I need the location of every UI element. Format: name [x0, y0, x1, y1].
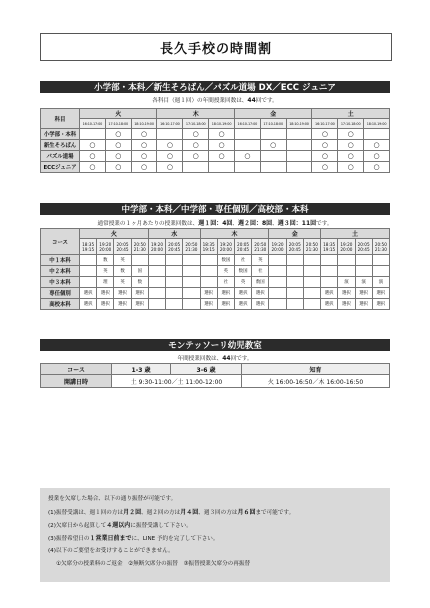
schedule-cell — [286, 140, 312, 151]
time-end: 20:45 — [237, 246, 250, 252]
schedule-cell: ○ — [157, 140, 183, 151]
note-part: 通常授業の１ヶ月あたりの授業回数は、 — [97, 221, 199, 227]
time-slot: 17:10-18:00 — [105, 119, 131, 129]
time-end: 20:00 — [219, 246, 232, 252]
course-name: 中３本科 — [41, 277, 80, 288]
schedule-cell — [200, 266, 217, 277]
schedule-cell: 選択 — [355, 288, 372, 299]
schedule-cell — [131, 255, 148, 266]
time-slot: 16:10-17:00 — [80, 119, 106, 129]
schedule-cell — [80, 277, 97, 288]
schedule-cell: ○ — [105, 129, 131, 140]
time-end: 19:15 — [82, 246, 95, 252]
schedule-cell: 選択 — [97, 299, 114, 310]
schedule-cell — [260, 129, 286, 140]
day-header: 土 — [321, 229, 390, 239]
time-slot — [269, 239, 286, 255]
time-end: 20:45 — [357, 246, 370, 252]
policy-part: １営業日前まで — [89, 535, 132, 542]
schedule-cell — [166, 266, 183, 277]
schedule-cell — [338, 255, 355, 266]
schedule-cell — [234, 129, 260, 140]
day-header: 火 — [80, 229, 149, 239]
schedule-cell: ○ — [80, 151, 106, 162]
schedule-cell — [286, 255, 303, 266]
note-part: です。 — [316, 221, 333, 227]
schedule-cell — [166, 299, 183, 310]
time-end: 19:15 — [323, 246, 336, 252]
subject-name: パズル道場 — [41, 151, 80, 162]
schedule-cell: ○ — [312, 162, 338, 173]
schedule-cell: 選択 — [200, 299, 217, 310]
schedule-cell: 数 — [131, 277, 148, 288]
time-slot — [97, 239, 114, 255]
time-start: 20:50 — [305, 241, 318, 247]
subject-header: 科目 — [41, 109, 80, 129]
policy-line-5: ①欠席分の授業料のご返金 ②無断欠席分の振替 ③振替授業欠席分の再振替 — [56, 561, 251, 567]
schedule-cell — [183, 288, 200, 299]
schedule-cell — [183, 266, 200, 277]
page-title: 長久手校の時間割 — [40, 33, 392, 61]
schedule-cell: ○ — [364, 151, 390, 162]
schedule-cell — [286, 288, 303, 299]
time-start: 20:05 — [357, 241, 370, 247]
time-slot — [114, 239, 131, 255]
course-name: 高校本科 — [41, 299, 80, 310]
time-slot — [372, 239, 389, 255]
schedule-cell — [200, 277, 217, 288]
time-slot — [234, 239, 251, 255]
schedule-cell: 選択 — [338, 299, 355, 310]
schedule-cell — [286, 162, 312, 173]
schedule-cell: ○ — [260, 140, 286, 151]
schedule-cell — [269, 255, 286, 266]
time-start: 18:35 — [202, 241, 215, 247]
schedule-cell — [183, 255, 200, 266]
age-3-6-header: 3-6 歳 — [171, 364, 242, 375]
schedule-cell — [303, 255, 320, 266]
policy-part: 月６回 — [237, 509, 256, 516]
schedule-cell: 英 — [114, 277, 131, 288]
schedule-cell: 選択 — [355, 299, 372, 310]
subject-name: 新生そろばん — [41, 140, 80, 151]
age-1-3-header: 1-3 歳 — [112, 364, 171, 375]
time-start: 19:20 — [340, 241, 353, 247]
schedule-cell — [286, 151, 312, 162]
montessori-timetable — [40, 363, 390, 388]
policy-part: (3)振替希望日の — [48, 536, 90, 542]
time-start: 20:05 — [168, 241, 181, 247]
time-slot — [338, 239, 355, 255]
schedule-cell: ○ — [338, 162, 364, 173]
time-slot: 17:10-18:00 — [260, 119, 286, 129]
course-name: 中２本科 — [41, 266, 80, 277]
time-slot: 17:10-18:00 — [338, 119, 364, 129]
time-start: 20:05 — [116, 241, 129, 247]
schedule-cell: ○ — [80, 140, 106, 151]
time-slot: 18:10-19:00 — [286, 119, 312, 129]
time-end: 20:00 — [99, 246, 112, 252]
time-slot — [303, 239, 320, 255]
time-slot — [80, 239, 97, 255]
schedule-cell — [321, 277, 338, 288]
time-end: 20:00 — [271, 246, 284, 252]
time-end: 21:30 — [185, 246, 198, 252]
policy-part: 、週３回の方は — [198, 510, 238, 516]
schedule-cell — [183, 162, 209, 173]
schedule-cell: ○ — [131, 129, 157, 140]
time-slot: 18:10-19:00 — [209, 119, 235, 129]
policy-part: (1)振替受講は、週１回の方は — [48, 510, 124, 516]
section1-note: 各科目（週１回）の年間授業回数は、44回です。 — [152, 97, 278, 104]
schedule-cell — [269, 288, 286, 299]
schedule-cell — [269, 277, 286, 288]
schedule-cell: 社 — [217, 277, 234, 288]
schedule-cell: 演 — [355, 277, 372, 288]
schedule-cell: ○ — [364, 140, 390, 151]
schedule-cell: 選択 — [80, 288, 97, 299]
schedule-cell: 数 — [114, 266, 131, 277]
schedule-cell — [286, 277, 303, 288]
time-slot — [131, 239, 148, 255]
schedule-cell — [209, 162, 235, 173]
schedule-cell: ○ — [131, 162, 157, 173]
schedule-cell — [200, 255, 217, 266]
time-start: 20:05 — [237, 241, 250, 247]
schedule-cell — [148, 288, 165, 299]
time-end: 19:15 — [202, 246, 215, 252]
section3-note: 年間授業回数は、44回です。 — [177, 355, 253, 362]
policy-line-2 — [48, 520, 192, 529]
chiiku-schedule: 火 16:00-16:50／木 16:00-16:50 — [242, 375, 390, 388]
time-slot — [321, 239, 338, 255]
schedule-cell — [166, 255, 183, 266]
makeup-policy-box — [40, 488, 390, 582]
schedule-cell: 選択 — [234, 288, 251, 299]
schedule-cell — [166, 288, 183, 299]
time-slot: 18:10-19:00 — [131, 119, 157, 129]
schedule-cell: 国 — [131, 266, 148, 277]
time-slot: 16:10-17:00 — [234, 119, 260, 129]
policy-part: (2)欠席日から起算して — [48, 523, 107, 529]
schedule-cell — [166, 277, 183, 288]
policy-part: 、週２回の方は — [141, 510, 181, 516]
subject-name: ECCジュニア — [41, 162, 80, 173]
time-end: 20:45 — [116, 246, 129, 252]
policy-line-4: (4)以下のご要望をお受けすることができません。 — [48, 548, 174, 554]
schedule-cell — [303, 266, 320, 277]
schedule-cell — [355, 255, 372, 266]
schedule-cell — [80, 255, 97, 266]
schedule-cell: ○ — [209, 140, 235, 151]
time-start: 20:50 — [185, 241, 198, 247]
time-end: 21:30 — [133, 246, 146, 252]
schedule-cell: 数国 — [217, 255, 234, 266]
time-start: 18:35 — [82, 241, 95, 247]
schedule-cell: 選択 — [321, 299, 338, 310]
schedule-cell: ○ — [105, 140, 131, 151]
section3-heading: モンテッソーリ幼児教室 — [40, 339, 390, 351]
schedule-cell: ○ — [312, 151, 338, 162]
day-header: 金 — [234, 109, 311, 119]
elementary-timetable — [40, 108, 390, 173]
schedule-cell — [183, 277, 200, 288]
schedule-cell: 選択 — [80, 299, 97, 310]
schedule-row-label: 開講日時 — [41, 375, 112, 388]
schedule-cell: 英 — [114, 255, 131, 266]
schedule-cell — [148, 277, 165, 288]
time-start: 19:20 — [271, 241, 284, 247]
time-start: 19:20 — [219, 241, 232, 247]
schedule-cell: 選択 — [252, 288, 269, 299]
schedule-cell: 選択 — [234, 299, 251, 310]
time-slot — [183, 239, 200, 255]
time-end: 20:45 — [168, 246, 181, 252]
course-header: コース — [41, 364, 112, 375]
policy-part: に振替受講して下さい。 — [130, 523, 192, 529]
schedule-cell: ○ — [338, 140, 364, 151]
schedule-cell — [234, 162, 260, 173]
time-start: 19:20 — [150, 241, 164, 247]
schedule-cell: 理 — [97, 277, 114, 288]
day-header: 火 — [80, 109, 157, 119]
schedule-cell: 選択 — [131, 288, 148, 299]
section2-note — [40, 218, 390, 227]
time-start: 20:05 — [288, 241, 301, 247]
schedule-cell: 選択 — [217, 299, 234, 310]
schedule-cell: 選択 — [114, 288, 131, 299]
schedule-cell: 選択 — [252, 299, 269, 310]
schedule-cell: 選択 — [372, 299, 389, 310]
schedule-cell: ○ — [183, 140, 209, 151]
subject-name: 小学部・本科 — [41, 129, 80, 140]
schedule-cell — [80, 129, 106, 140]
schedule-cell: 社 — [234, 255, 251, 266]
schedule-cell: 数 — [97, 255, 114, 266]
time-slot: 17:10-18:00 — [183, 119, 209, 129]
day-header: 木 — [157, 109, 234, 119]
schedule-cell — [321, 255, 338, 266]
schedule-cell: ○ — [209, 151, 235, 162]
schedule-cell — [260, 151, 286, 162]
schedule-cell: ○ — [131, 140, 157, 151]
day-header: 水 — [148, 229, 200, 239]
schedule-cell: 選択 — [200, 288, 217, 299]
note-part: 週２回：8回 — [238, 220, 273, 227]
note-part: 、 — [272, 221, 278, 227]
policy-part: 月４回 — [180, 509, 199, 516]
schedule-cell: ○ — [157, 151, 183, 162]
schedule-cell — [286, 299, 303, 310]
note-part: 週３回：11回 — [277, 220, 317, 227]
schedule-cell: 選択 — [338, 288, 355, 299]
schedule-cell: 英 — [234, 277, 251, 288]
day-header: 土 — [312, 109, 390, 119]
schedule-cell — [303, 288, 320, 299]
course-header: コース — [41, 229, 80, 255]
note-part: 、 — [232, 221, 238, 227]
time-end: 21:30 — [254, 246, 267, 252]
schedule-cell — [286, 266, 303, 277]
time-end: 21:30 — [374, 246, 387, 252]
policy-intro: 授業を欠席した場合、以下の通り振替が可能です。 — [48, 496, 177, 502]
note-part: 週１回：4回 — [198, 220, 233, 227]
schedule-cell — [234, 140, 260, 151]
schedule-cell: ○ — [338, 129, 364, 140]
time-slot — [166, 239, 183, 255]
schedule-cell — [364, 129, 390, 140]
time-start: 20:50 — [374, 241, 387, 247]
time-start: 20:50 — [133, 241, 146, 247]
schedule-cell — [372, 266, 389, 277]
course-name: 専任個別 — [41, 288, 80, 299]
schedule-cell — [303, 299, 320, 310]
chiiku-header: 知育 — [242, 364, 390, 375]
schedule-cell: ○ — [338, 151, 364, 162]
time-slot — [252, 239, 269, 255]
schedule-cell — [157, 129, 183, 140]
policy-part: 月２回 — [123, 509, 142, 516]
schedule-cell: ○ — [209, 129, 235, 140]
policy-line-3 — [48, 533, 219, 542]
schedule-cell — [269, 266, 286, 277]
schedule-cell: ○ — [312, 140, 338, 151]
time-start: 20:50 — [254, 241, 267, 247]
schedule-cell — [148, 255, 165, 266]
policy-part: に、LINE 予約を完了して下さい。 — [131, 536, 219, 542]
schedule-cell — [321, 266, 338, 277]
schedule-cell: ○ — [312, 129, 338, 140]
schedule-cell: 選択 — [114, 299, 131, 310]
schedule-cell — [183, 299, 200, 310]
schedule-cell: 英 — [217, 266, 234, 277]
time-end: 20:00 — [150, 246, 164, 252]
schedule-cell — [269, 299, 286, 310]
schedule-cell — [148, 266, 165, 277]
schedule-cell: 演 — [338, 277, 355, 288]
time-slot — [200, 239, 217, 255]
schedule-cell: 演 — [372, 277, 389, 288]
schedule-cell — [260, 162, 286, 173]
course-name: 中１本科 — [41, 255, 80, 266]
schedule-cell: ○ — [234, 151, 260, 162]
day-header: 金 — [269, 229, 321, 239]
time-slot: 16:10-17:00 — [157, 119, 183, 129]
time-slot — [148, 239, 165, 255]
time-slot: 18:10-19:00 — [364, 119, 390, 129]
toddler-schedule: 土 9:30-11:00／土 11:00-12:00 — [112, 375, 242, 388]
schedule-cell: ○ — [105, 162, 131, 173]
schedule-cell: 社 — [252, 266, 269, 277]
schedule-cell — [338, 266, 355, 277]
schedule-cell: 数国 — [234, 266, 251, 277]
time-end: 21:30 — [305, 246, 318, 252]
schedule-cell — [80, 266, 97, 277]
section1-heading: 小学部・本科／新生そろばん／パズル道場 DX／ECC ジュニア — [40, 81, 390, 93]
schedule-cell: 英 — [97, 266, 114, 277]
junior-high-timetable — [40, 228, 390, 310]
schedule-cell: ○ — [131, 151, 157, 162]
policy-line-1 — [48, 507, 294, 516]
schedule-cell: 選択 — [97, 288, 114, 299]
schedule-cell: ○ — [105, 151, 131, 162]
schedule-cell: ○ — [80, 162, 106, 173]
policy-part: まで可能です。 — [255, 510, 295, 516]
time-end: 20:45 — [288, 246, 301, 252]
schedule-cell — [286, 129, 312, 140]
schedule-cell: 選択 — [217, 288, 234, 299]
schedule-cell — [372, 255, 389, 266]
time-start: 19:20 — [99, 241, 112, 247]
schedule-cell: 選択 — [131, 299, 148, 310]
time-slot — [217, 239, 234, 255]
schedule-cell: ○ — [183, 151, 209, 162]
section2-heading: 中学部・本科／中学部・専任個別／高校部・本科 — [40, 203, 390, 215]
schedule-cell: ○ — [183, 129, 209, 140]
schedule-cell: 選択 — [372, 288, 389, 299]
time-slot: 16:10-17:00 — [312, 119, 338, 129]
policy-part: ４週以内 — [106, 522, 131, 529]
time-start: 18:35 — [323, 241, 336, 247]
schedule-cell: 数国 — [252, 277, 269, 288]
schedule-cell: 英 — [252, 255, 269, 266]
schedule-cell: ○ — [157, 162, 183, 173]
time-slot — [286, 239, 303, 255]
day-header: 木 — [200, 229, 269, 239]
schedule-cell — [303, 277, 320, 288]
schedule-cell — [148, 299, 165, 310]
schedule-cell — [355, 266, 372, 277]
time-end: 20:00 — [340, 246, 353, 252]
schedule-cell: ○ — [364, 162, 390, 173]
schedule-cell: 選択 — [321, 288, 338, 299]
time-slot — [355, 239, 372, 255]
